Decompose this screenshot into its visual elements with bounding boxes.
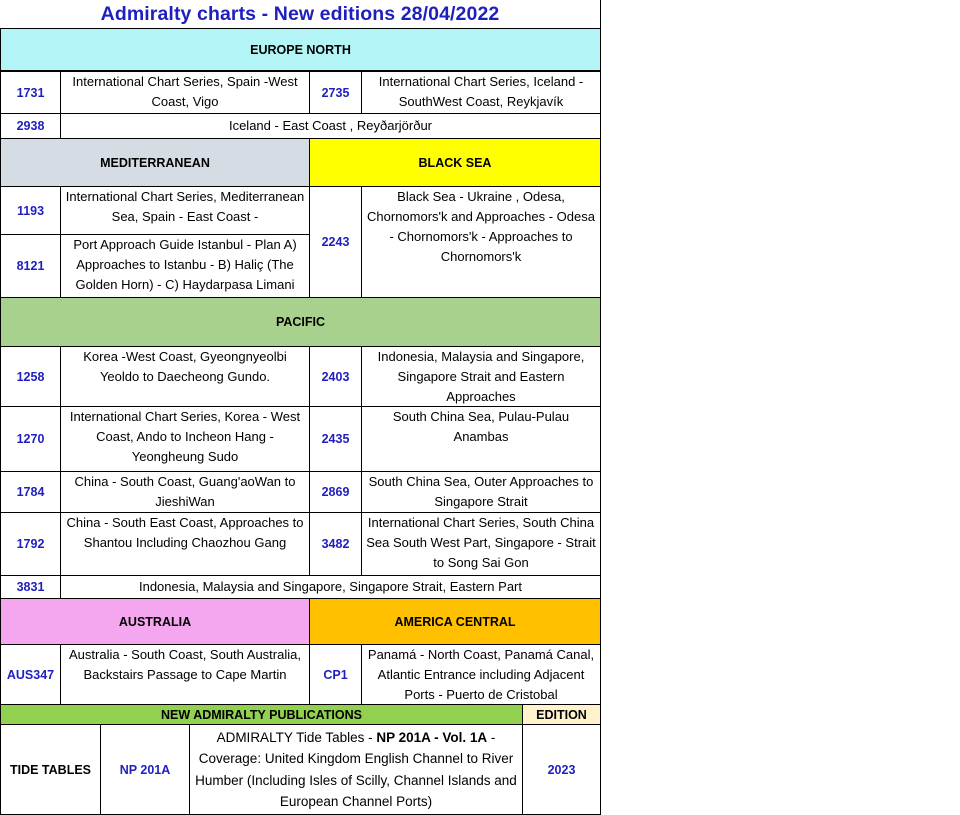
chart-number: CP1 [309, 644, 362, 705]
section-header-europe-north: EUROPE NORTH [0, 28, 601, 71]
publication-desc-pre: ADMIRALTY Tide Tables - [216, 729, 377, 745]
chart-number: 2735 [309, 71, 362, 114]
chart-number: 1270 [0, 406, 61, 472]
chart-description: South China Sea, Pulau-Pulau Anambas [361, 406, 601, 472]
chart-number: 1193 [0, 186, 61, 235]
chart-number: 1784 [0, 471, 61, 513]
chart-description: International Chart Series, Korea - West Coast, Ando to Incheon Hang - Yeongheung Sudo [60, 406, 310, 472]
chart-number: 2435 [309, 406, 362, 472]
chart-description: Panamá - North Coast, Panamá Canal, Atlantic Entrance including Adjacent Ports - Puerto de Cristobal [361, 644, 601, 705]
section-header-pacific: PACIFIC [0, 297, 601, 347]
chart-number: 1258 [0, 346, 61, 407]
chart-description: International Chart Series, Iceland - SouthWest Coast, Reykjavík [361, 71, 601, 114]
chart-description: South China Sea, Outer Approaches to Singapore Strait [361, 471, 601, 513]
section-header-america-central: AMERICA CENTRAL [309, 598, 601, 645]
chart-description: Port Approach Guide Istanbul - Plan A) Approaches to Istanbu - B) Haliç (The Golden Horn) - C) Haydarpasa Limani [60, 234, 310, 298]
chart-number: 2243 [309, 186, 362, 298]
publication-desc-post: - Coverage: United Kingdom English Channel to River Humber (Including Isles of Scilly, Channel Islands and European Channel Ports) [195, 729, 517, 809]
chart-number: AUS347 [0, 644, 61, 705]
chart-description: China - South East Coast, Approaches to Shantou Including Chaozhou Gang [60, 512, 310, 576]
chart-number: 3831 [0, 575, 61, 599]
publication-desc-bold: NP 201A - Vol. 1A [376, 729, 488, 745]
page-title: Admiralty charts - New editions 28/04/2022 [100, 2, 500, 25]
publication-category: TIDE TABLES [0, 724, 101, 815]
chart-description: International Chart Series, Spain -West Coast, Vigo [60, 71, 310, 114]
section-header-australia: AUSTRALIA [0, 598, 310, 645]
chart-number: 2869 [309, 471, 362, 513]
chart-description: Black Sea - Ukraine , Odesa, Chornomors'k and Approaches - Odesa - Chornomors'k - Approaches to Chornomors'k [361, 186, 601, 298]
chart-number: 2938 [0, 113, 61, 139]
chart-description: International Chart Series, Mediterranean Sea, Spain - East Coast - [60, 186, 310, 235]
section-header-new-publications: NEW ADMIRALTY PUBLICATIONS [0, 704, 523, 725]
chart-description: Indonesia, Malaysia and Singapore, Singapore Strait, Eastern Part [60, 575, 601, 599]
section-header-mediterranean: MEDITERRANEAN [0, 138, 310, 187]
sheet-right-border [600, 0, 601, 815]
chart-number: 8121 [0, 234, 61, 298]
publication-description [189, 724, 523, 815]
chart-description: Indonesia, Malaysia and Singapore, Singapore Strait and Eastern Approaches [361, 346, 601, 407]
chart-description: Australia - South Coast, South Australia, Backstairs Passage to Cape Martin [60, 644, 310, 705]
publication-edition: 2023 [522, 724, 601, 815]
publication-number: NP 201A [100, 724, 190, 815]
chart-description: Korea -West Coast, Gyeongnyeolbi Yeoldo to Daecheong Gundo. [60, 346, 310, 407]
chart-number: 3482 [309, 512, 362, 576]
edition-header: EDITION [522, 704, 601, 725]
chart-number: 2403 [309, 346, 362, 407]
chart-description: China - South Coast, Guang'aoWan to JieshiWan [60, 471, 310, 513]
chart-number: 1792 [0, 512, 61, 576]
chart-number: 1731 [0, 71, 61, 114]
chart-description: Iceland - East Coast , Reyðarjörður [60, 113, 601, 139]
publication-description-text [194, 727, 518, 813]
chart-description: International Chart Series, South China Sea South West Part, Singapore - Strait to Song Sai Gon [361, 512, 601, 576]
section-header-black-sea: BLACK SEA [309, 138, 601, 187]
